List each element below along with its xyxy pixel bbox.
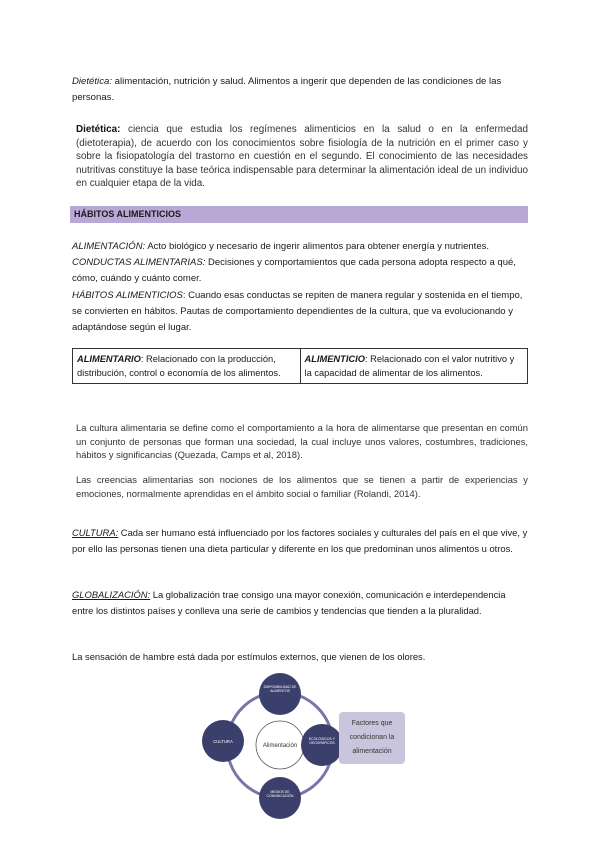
intro-term: Dietética: (72, 76, 112, 87)
alimenticio-term: ALIMENTICIO (304, 354, 365, 364)
cultura-paragraph (72, 525, 528, 557)
intro-paragraph (72, 74, 528, 106)
globalizacion-text: La globalización trae consigo una mayor conexión, comunicación e interdependencia entre los distintos países y conlleva una serie de cambios y tendencias que tienden a la pluralidad. (72, 589, 506, 616)
table-cell-alimenticio (300, 349, 528, 384)
alimentario-term: ALIMENTARIO (77, 354, 141, 364)
intro-text-line1: alimentación, nutrición y salud. Alimentos a ingerir que dependen de las condiciones de las (112, 76, 502, 87)
table-row (73, 349, 528, 384)
section-heading: HÁBITOS ALIMENTICIOS (70, 206, 528, 223)
cultura-term: CULTURA: (72, 527, 119, 538)
comparison-table (72, 348, 528, 384)
intro-text-line2: personas. (72, 92, 115, 103)
definition-paragraph (76, 123, 528, 191)
diagram-center-label: Alimentación (262, 743, 298, 749)
cultura-text: Cada ser humano está influenciado por los factores sociales y culturales del país en el que vive, y por ello las personas tienen una dieta particular y diferente en los que predominan unos alimentos u otros. (72, 527, 528, 554)
diagram-node-right-label: ECOLÓGICOS Y GEOGRÁFICOS (309, 737, 335, 745)
definition-item-term: ALIMENTACIÓN: (72, 241, 146, 252)
definition-term: Dietética: (76, 124, 121, 135)
diagram-node-bottom-label: MEDIOS DE COMUNICACIÓN (266, 790, 294, 798)
diagram-node-left-label: CULTURA (213, 739, 233, 744)
culture-paragraph-2: Las creencias alimentarias son nociones de los alimentos que se tienen a partir de experiencias y emociones, normalmente aprendidas en el ámbito social o familiar (Rolandi, 2014). (76, 474, 528, 499)
definition-item-text: Acto biológico y necesario de ingerir alimentos para obtener energía y nutrientes. (145, 241, 489, 252)
definition-item (72, 239, 530, 255)
definition-text: ciencia que estudia los regímenes alimenticios en la salud o en la enfermedad (dietoterapia), de acuerdo con los conocimientos sobre fisiología de la nutrición en el primer caso y sobre la fisiopatología del trastorno en cuestión en el segundo. El conocimiento de las necesidades nutritivas constituye la base teórica indispensable para determinar la alimentación ideal de un individuo en cualquier etapa de la vida. (76, 124, 528, 190)
alimenticio-text: : Relacionado con el valor nutritivo y la capacidad de alimentar de los alimentos. (304, 354, 515, 378)
culture-paragraph-1: La cultura alimentaria se define como el comportamiento a la hora de alimentarse que presentan en común un conjunto de personas que forman una sociedad, la cual incluye unos valores, costumbres, tradiciones, hábitos y significancias (Quezada, Camps et al, 2018). (76, 422, 528, 460)
legend-line-1: Factores que (351, 720, 393, 727)
hunger-line: La sensación de hambre está dada por estímulos externos, que vienen de los olores. (72, 651, 426, 662)
table-cell-alimentario (73, 349, 301, 384)
diagram-node-top-label: DISPONIBILIDAD DE ALIMENTOS (263, 685, 297, 693)
definition-item (72, 255, 530, 287)
diagram-node-right-label-wrap (304, 737, 340, 757)
definitions-block (72, 239, 530, 336)
globalizacion-term: GLOBALIZACIÓN: (72, 589, 151, 600)
definition-item-text: Decisiones y comportamientos que cada persona adopta respecto a qué, cómo, cuándo y cuánto comer. (72, 257, 516, 285)
globalizacion-paragraph (72, 587, 528, 619)
legend-line-3: alimentación (352, 748, 392, 755)
definition-item-term: CONDUCTAS ALIMENTARIAS: (72, 257, 206, 269)
definition-item-term: HÁBITOS ALIMENTICIOS (72, 289, 183, 301)
alimentario-text: : Relacionado con la producción, distribución, control o economía de los alimentos. (77, 354, 281, 378)
diagram-node-top-label-wrap (262, 685, 298, 705)
diagram-node-bottom-label-wrap (262, 790, 298, 810)
definition-item-text: : Cuando esas conductas se repiten de manera regular y sostenida en el tiempo, se convierten en hábitos. Pautas de comportamiento dependientes de la cultura, que va evolucionando y adaptándose según el lugar. (72, 289, 523, 334)
definition-item (72, 288, 530, 337)
legend-line-2: condicionan la (349, 734, 395, 741)
diagram-legend-box (339, 712, 405, 764)
